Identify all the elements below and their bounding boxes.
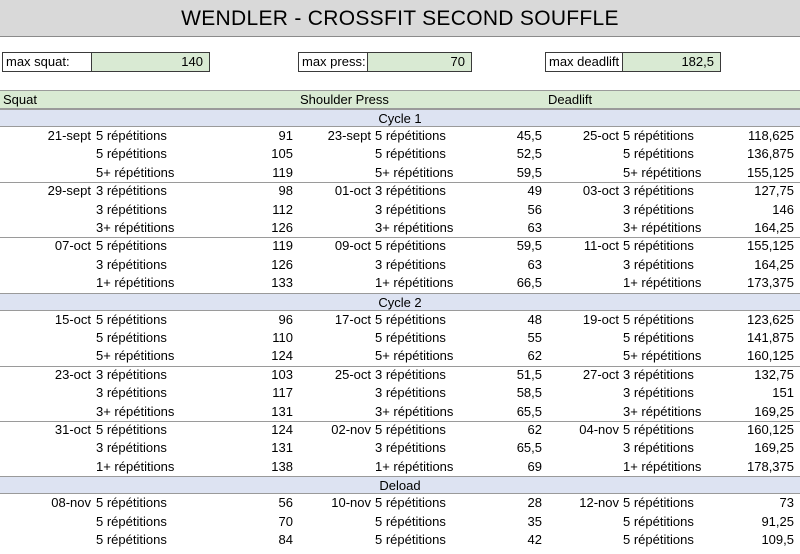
press-weight[interactable]: 62 bbox=[527, 348, 542, 364]
squat-weight[interactable]: 56 bbox=[278, 495, 293, 511]
press-weight[interactable]: 56 bbox=[527, 201, 542, 217]
deadlift-weight[interactable]: 160,125 bbox=[747, 422, 794, 437]
reps-label[interactable]: 3 répétitions bbox=[96, 183, 167, 199]
press-weight[interactable]: 58,5 bbox=[516, 385, 542, 401]
reps-label[interactable]: 5+ répétitions bbox=[623, 348, 702, 364]
reps-label[interactable]: 3+ répétitions bbox=[623, 220, 702, 235]
deadlift-weight[interactable]: 118,625 bbox=[747, 128, 794, 143]
session-date[interactable]: 29-sept bbox=[47, 183, 91, 199]
squat-weight[interactable]: 112 bbox=[272, 201, 293, 217]
squat-weight[interactable]: 119 bbox=[272, 164, 293, 180]
session-date[interactable]: 15-oct bbox=[54, 311, 91, 327]
max-deadlift-value[interactable]: 182,5 bbox=[623, 52, 721, 72]
reps-label[interactable]: 5 répétitions bbox=[375, 330, 446, 345]
reps-label[interactable]: 5 répétitions bbox=[96, 146, 167, 162]
cycle-header[interactable]: Cycle 2 bbox=[0, 293, 800, 311]
reps-label[interactable]: 3 répétitions bbox=[623, 385, 694, 401]
deadlift-weight[interactable]: 141,875 bbox=[747, 330, 794, 345]
press-weight[interactable]: 59,5 bbox=[516, 164, 542, 180]
max-press-value[interactable]: 70 bbox=[368, 52, 472, 72]
press-weight[interactable]: 42 bbox=[527, 532, 542, 547]
press-weight[interactable]: 65,5 bbox=[516, 440, 542, 456]
session-date[interactable]: 23-oct bbox=[54, 366, 91, 382]
squat-weight[interactable]: 119 bbox=[272, 238, 293, 254]
press-weight[interactable]: 62 bbox=[527, 422, 542, 437]
reps-label[interactable]: 3+ répétitions bbox=[375, 403, 454, 419]
reps-label[interactable]: 5 répétitions bbox=[96, 422, 167, 437]
deadlift-weight[interactable]: 155,125 bbox=[747, 238, 794, 254]
reps-label[interactable]: 5 répétitions bbox=[96, 311, 167, 327]
reps-label[interactable]: 3 répétitions bbox=[375, 366, 446, 382]
session-date[interactable]: 21-sept bbox=[47, 128, 91, 143]
deadlift-weight[interactable]: 160,125 bbox=[747, 348, 794, 364]
reps-label[interactable]: 5 répétitions bbox=[96, 513, 167, 529]
reps-label[interactable]: 3+ répétitions bbox=[96, 220, 175, 235]
deadlift-weight[interactable]: 169,25 bbox=[754, 403, 794, 419]
reps-label[interactable]: 3 répétitions bbox=[375, 440, 446, 456]
squat-weight[interactable]: 131 bbox=[271, 403, 293, 419]
reps-label[interactable]: 5 répétitions bbox=[623, 330, 694, 345]
reps-label[interactable]: 5 répétitions bbox=[375, 128, 446, 143]
reps-label[interactable]: 5 répétitions bbox=[375, 495, 446, 511]
reps-label[interactable]: 5 répétitions bbox=[96, 495, 167, 511]
reps-label[interactable]: 5+ répétitions bbox=[96, 348, 175, 364]
deadlift-weight[interactable]: 178,375 bbox=[747, 458, 794, 474]
squat-weight[interactable]: 96 bbox=[278, 311, 293, 327]
reps-label[interactable]: 3 répétitions bbox=[96, 256, 167, 272]
reps-label[interactable]: 3 répétitions bbox=[96, 440, 167, 456]
header-shoulder-press[interactable]: Shoulder Press bbox=[300, 92, 389, 107]
session-date[interactable]: 10-nov bbox=[331, 495, 371, 511]
session-date[interactable]: 02-nov bbox=[331, 422, 371, 437]
reps-label[interactable]: 5 répétitions bbox=[375, 238, 446, 254]
deadlift-weight[interactable]: 146 bbox=[772, 201, 794, 217]
reps-label[interactable]: 3+ répétitions bbox=[375, 220, 454, 235]
squat-weight[interactable]: 124 bbox=[271, 422, 293, 437]
squat-weight[interactable]: 126 bbox=[271, 220, 293, 235]
reps-label[interactable]: 5 répétitions bbox=[623, 311, 694, 327]
session-date[interactable]: 27-oct bbox=[582, 366, 619, 382]
press-weight[interactable]: 51,5 bbox=[516, 366, 542, 382]
press-weight[interactable]: 65,5 bbox=[516, 403, 542, 419]
deadlift-weight[interactable]: 73 bbox=[779, 495, 794, 511]
press-weight[interactable]: 35 bbox=[527, 513, 542, 529]
session-date[interactable]: 04-nov bbox=[579, 422, 619, 437]
reps-label[interactable]: 3 répétitions bbox=[375, 385, 446, 401]
squat-weight[interactable]: 138 bbox=[271, 458, 293, 474]
reps-label[interactable]: 5 répétitions bbox=[375, 513, 446, 529]
press-weight[interactable]: 49 bbox=[527, 183, 542, 199]
session-date[interactable]: 25-oct bbox=[334, 366, 371, 382]
session-date[interactable]: 07-oct bbox=[54, 238, 91, 254]
press-weight[interactable]: 59,5 bbox=[516, 238, 542, 254]
session-date[interactable]: 17-oct bbox=[334, 311, 371, 327]
deadlift-weight[interactable]: 91,25 bbox=[761, 513, 794, 529]
reps-label[interactable]: 3 répétitions bbox=[96, 385, 167, 401]
reps-label[interactable]: 1+ répétitions bbox=[375, 458, 454, 474]
reps-label[interactable]: 5 répétitions bbox=[375, 422, 446, 437]
reps-label[interactable]: 3 répétitions bbox=[96, 366, 167, 382]
session-date[interactable]: 09-oct bbox=[334, 238, 371, 254]
reps-label[interactable]: 3 répétitions bbox=[375, 183, 446, 199]
reps-label[interactable]: 1+ répétitions bbox=[623, 275, 702, 291]
reps-label[interactable]: 3 répétitions bbox=[96, 201, 167, 217]
session-date[interactable]: 12-nov bbox=[579, 495, 619, 511]
header-squat[interactable]: Squat bbox=[3, 92, 37, 107]
column-headers bbox=[0, 90, 800, 109]
squat-weight[interactable]: 91 bbox=[278, 128, 293, 143]
session-date[interactable]: 23-sept bbox=[327, 128, 371, 143]
press-weight[interactable]: 28 bbox=[527, 495, 542, 511]
deadlift-weight[interactable]: 164,25 bbox=[754, 220, 794, 235]
reps-label[interactable]: 5 répétitions bbox=[623, 146, 694, 162]
reps-label[interactable]: 3 répétitions bbox=[623, 440, 694, 456]
deadlift-weight[interactable]: 164,25 bbox=[754, 256, 794, 272]
deadlift-weight[interactable]: 151 bbox=[772, 385, 794, 401]
max-deadlift-label[interactable]: max deadlift bbox=[545, 52, 623, 72]
press-weight[interactable]: 63 bbox=[527, 220, 542, 235]
reps-label[interactable]: 5 répétitions bbox=[375, 532, 446, 547]
reps-label[interactable]: 3 répétitions bbox=[375, 201, 446, 217]
squat-weight[interactable]: 110 bbox=[272, 330, 293, 345]
deadlift-weight[interactable]: 123,625 bbox=[747, 311, 794, 327]
reps-label[interactable]: 5 répétitions bbox=[623, 513, 694, 529]
session-date[interactable]: 08-nov bbox=[51, 495, 91, 511]
reps-label[interactable]: 5+ répétitions bbox=[623, 164, 702, 180]
sheet-title[interactable]: WENDLER - CROSSFIT SECOND SOUFFLE bbox=[0, 0, 800, 37]
session-date[interactable]: 19-oct bbox=[582, 311, 619, 327]
squat-weight[interactable]: 126 bbox=[271, 256, 293, 272]
deadlift-weight[interactable]: 173,375 bbox=[747, 275, 794, 291]
session-date[interactable]: 01-oct bbox=[334, 183, 371, 199]
cycle-header[interactable]: Cycle 1 bbox=[0, 109, 800, 127]
session-date[interactable]: 03-oct bbox=[582, 183, 619, 199]
deadlift-weight[interactable]: 155,125 bbox=[747, 164, 794, 180]
squat-weight[interactable]: 84 bbox=[278, 532, 293, 547]
squat-weight[interactable]: 98 bbox=[278, 183, 293, 199]
squat-weight[interactable]: 105 bbox=[271, 146, 293, 162]
reps-label[interactable]: 5 répétitions bbox=[375, 311, 446, 327]
reps-label[interactable]: 5+ répétitions bbox=[375, 348, 454, 364]
reps-label[interactable]: 1+ répétitions bbox=[375, 275, 454, 291]
reps-label[interactable]: 5 répétitions bbox=[623, 422, 694, 437]
press-weight[interactable]: 48 bbox=[527, 311, 542, 327]
max-press-label[interactable]: max press: bbox=[298, 52, 368, 72]
press-weight[interactable]: 52,5 bbox=[516, 146, 542, 162]
cycle-header[interactable]: Deload bbox=[0, 476, 800, 494]
reps-label[interactable]: 3 répétitions bbox=[623, 201, 694, 217]
squat-weight[interactable]: 124 bbox=[271, 348, 293, 364]
squat-weight[interactable]: 117 bbox=[272, 385, 293, 401]
reps-label[interactable]: 1+ répétitions bbox=[623, 458, 702, 474]
max-squat-value[interactable]: 140 bbox=[92, 52, 210, 72]
session-date[interactable]: 25-oct bbox=[582, 128, 619, 143]
reps-label[interactable]: 1+ répétitions bbox=[96, 458, 175, 474]
reps-label[interactable]: 3 répétitions bbox=[375, 256, 446, 272]
squat-weight[interactable]: 131 bbox=[271, 440, 293, 456]
max-squat-label[interactable]: max squat: bbox=[2, 52, 92, 72]
reps-label[interactable]: 3+ répétitions bbox=[96, 403, 175, 419]
reps-label[interactable]: 5+ répétitions bbox=[375, 164, 454, 180]
reps-label[interactable]: 5 répétitions bbox=[375, 146, 446, 162]
deadlift-weight[interactable]: 136,875 bbox=[747, 146, 794, 162]
session-date[interactable]: 11-oct bbox=[583, 238, 619, 254]
reps-label[interactable]: 3 répétitions bbox=[623, 366, 694, 382]
reps-label[interactable]: 5+ répétitions bbox=[96, 164, 175, 180]
press-weight[interactable]: 66,5 bbox=[516, 275, 542, 291]
reps-label[interactable]: 5 répétitions bbox=[96, 532, 167, 547]
deadlift-weight[interactable]: 169,25 bbox=[754, 440, 794, 456]
reps-label[interactable]: 5 répétitions bbox=[623, 532, 694, 547]
session-date[interactable]: 31-oct bbox=[54, 422, 91, 437]
reps-label[interactable]: 5 répétitions bbox=[623, 128, 694, 143]
reps-label[interactable]: 3+ répétitions bbox=[623, 403, 702, 419]
header-deadlift[interactable]: Deadlift bbox=[548, 92, 593, 107]
reps-label[interactable]: 3 répétitions bbox=[623, 256, 694, 272]
squat-weight[interactable]: 133 bbox=[271, 275, 293, 291]
deadlift-weight[interactable]: 109,5 bbox=[761, 532, 794, 547]
reps-label[interactable]: 5 répétitions bbox=[623, 238, 694, 254]
reps-label[interactable]: 5 répétitions bbox=[96, 330, 167, 345]
press-weight[interactable]: 45,5 bbox=[516, 128, 542, 143]
reps-label[interactable]: 5 répétitions bbox=[96, 128, 167, 143]
reps-label[interactable]: 1+ répétitions bbox=[96, 275, 175, 291]
deadlift-weight[interactable]: 127,75 bbox=[754, 183, 794, 199]
press-weight[interactable]: 69 bbox=[527, 458, 542, 474]
press-weight[interactable]: 63 bbox=[527, 256, 542, 272]
squat-weight[interactable]: 70 bbox=[278, 513, 293, 529]
reps-label[interactable]: 3 répétitions bbox=[623, 183, 694, 199]
reps-label[interactable]: 5 répétitions bbox=[623, 495, 694, 511]
squat-weight[interactable]: 103 bbox=[271, 366, 293, 382]
deadlift-weight[interactable]: 132,75 bbox=[754, 366, 794, 382]
reps-label[interactable]: 5 répétitions bbox=[96, 238, 167, 254]
press-weight[interactable]: 55 bbox=[527, 330, 542, 345]
